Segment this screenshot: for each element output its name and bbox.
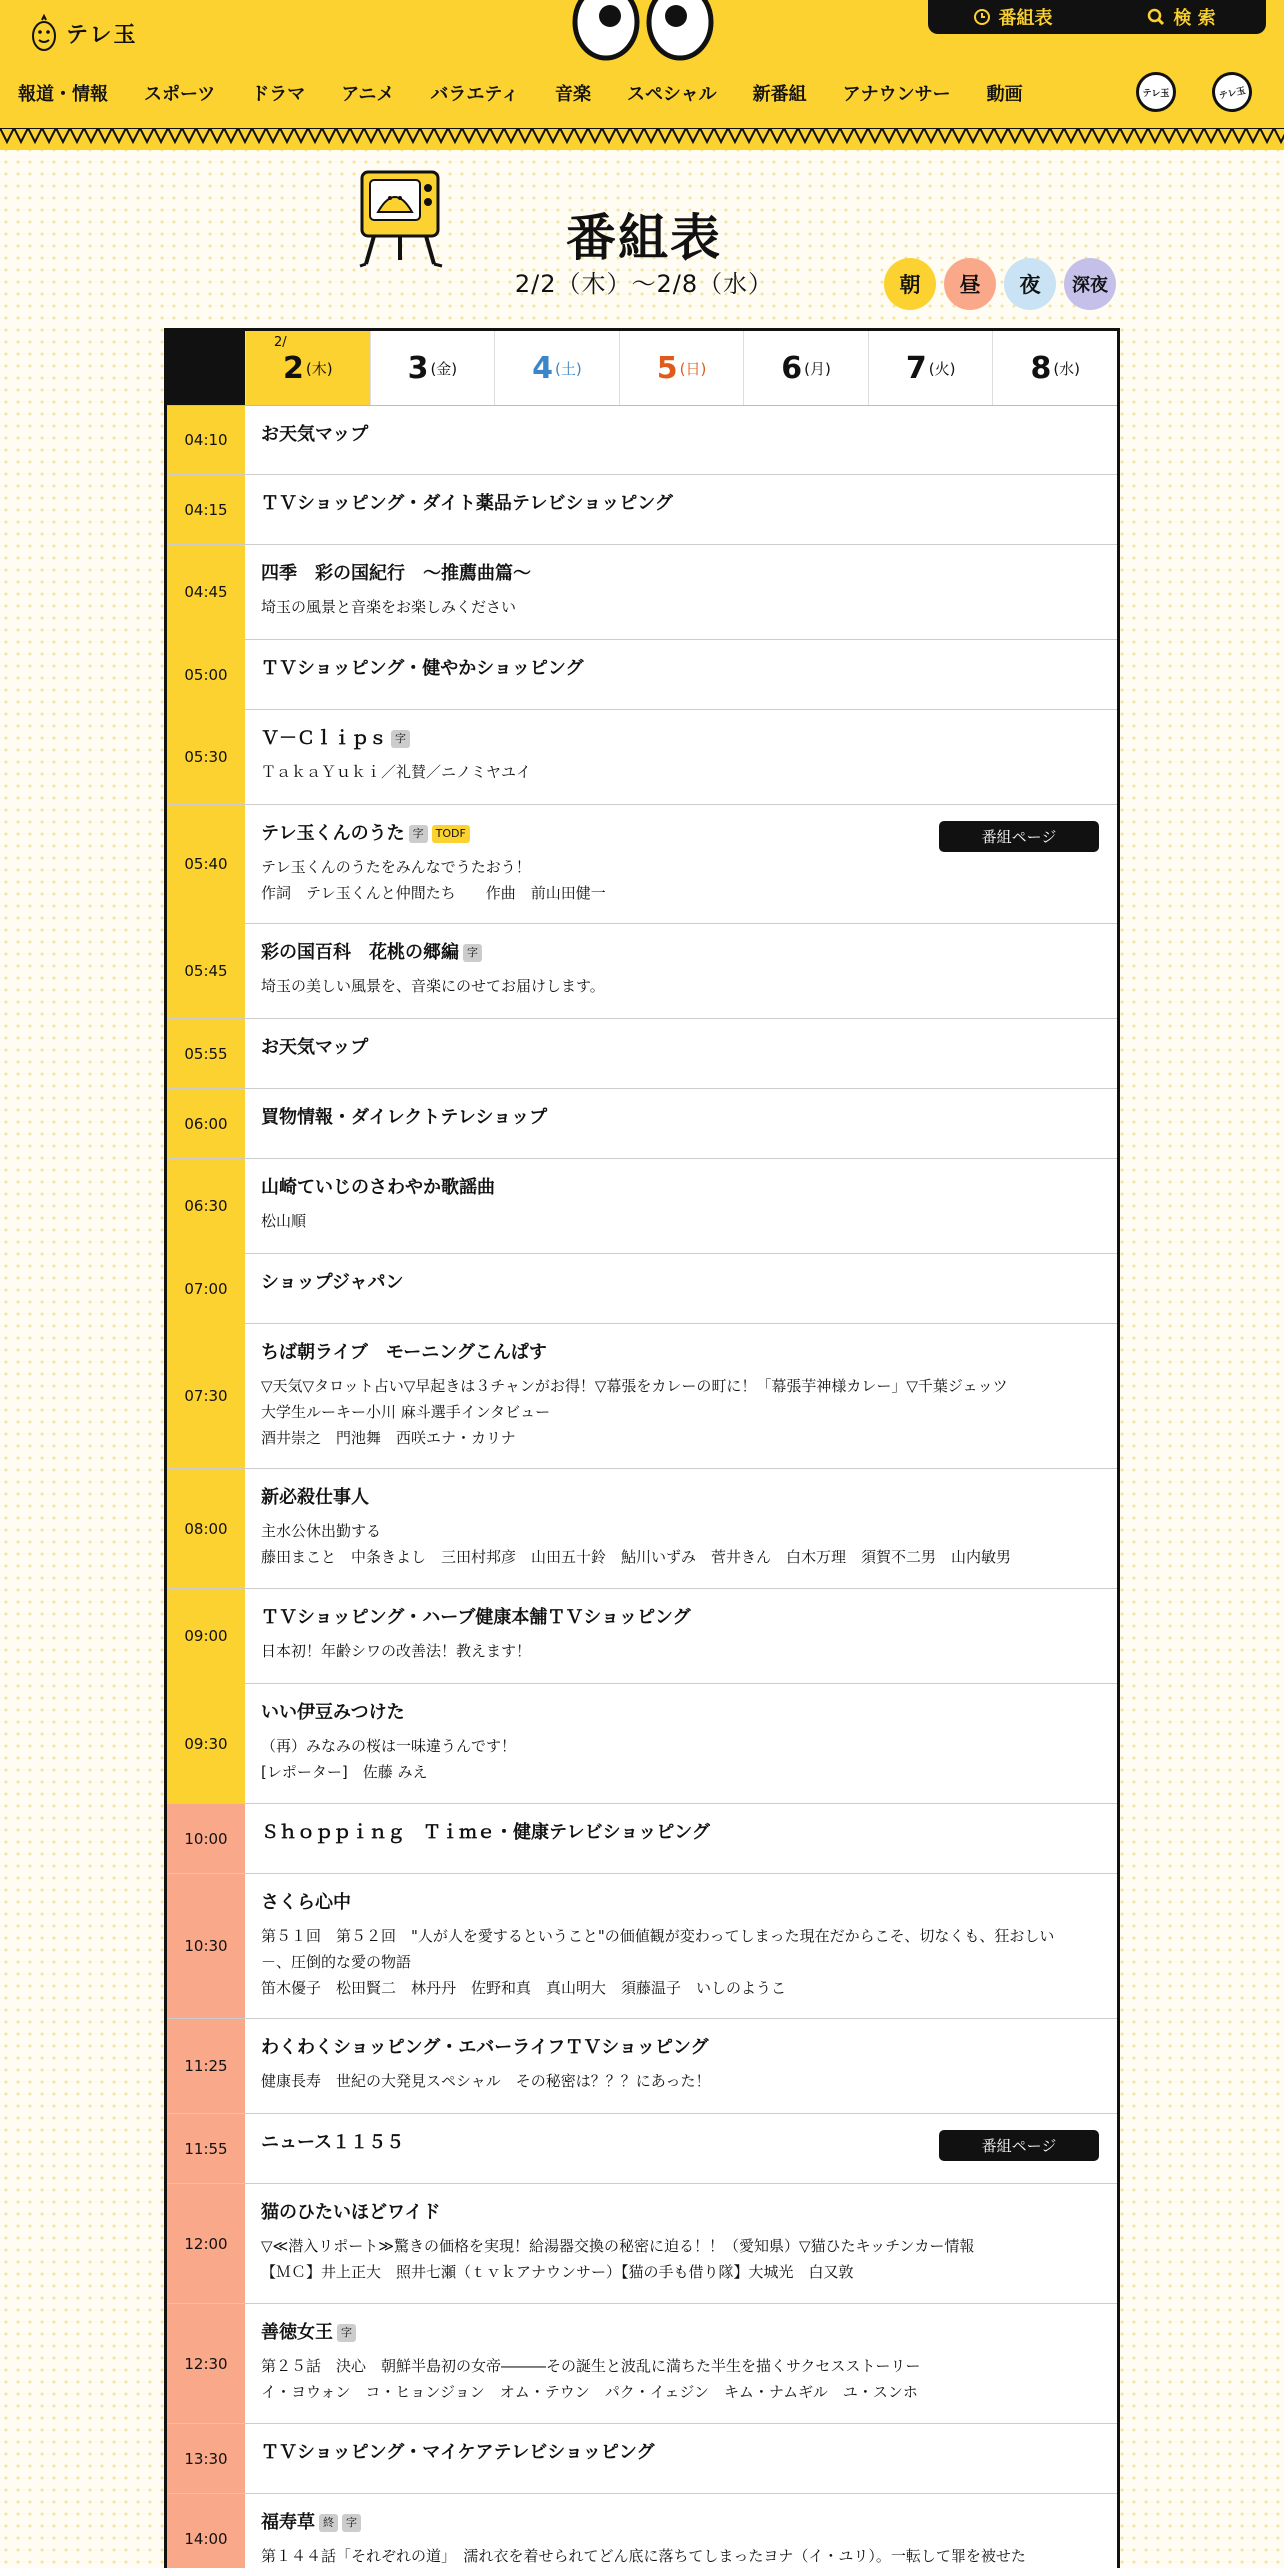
program-title[interactable]: 福寿草 bbox=[261, 2512, 315, 2533]
program-title[interactable]: お天気マップ bbox=[261, 1037, 369, 1058]
program-content bbox=[245, 710, 1117, 804]
program-content bbox=[245, 1019, 1117, 1088]
program-content bbox=[245, 1089, 1117, 1158]
day-number: 6 bbox=[781, 350, 803, 386]
nav-news[interactable]: 報道・情報 bbox=[18, 84, 108, 105]
program-title[interactable]: 彩の国百科 花桃の郷編 bbox=[261, 942, 459, 963]
program-title[interactable]: テレ玉くんのうた bbox=[261, 823, 405, 844]
nav-anime[interactable]: アニメ bbox=[341, 84, 395, 105]
program-title[interactable]: ニュース１１５５ bbox=[261, 2132, 405, 2153]
program-title[interactable]: ＴＶショッピング・健やかショッピング bbox=[261, 658, 584, 679]
program-title-row bbox=[261, 1486, 1101, 1510]
program-content bbox=[245, 545, 1117, 639]
program-title-row bbox=[261, 1821, 1101, 1845]
program-content bbox=[245, 640, 1117, 709]
teretama-chick-icon bbox=[30, 14, 58, 52]
program-row[interactable] bbox=[167, 1019, 1117, 1089]
description-line: ▽天気▽タロット占い▽早起きは３チャンがお得！▽幕張をカレーの町に！「幕張芋神様カレー」▽千葉ジェッツ bbox=[261, 1377, 1008, 1395]
nav-special[interactable]: スペシャル bbox=[626, 84, 717, 105]
program-mark-badge: TODF bbox=[432, 825, 470, 843]
program-title[interactable]: わくわくショッピング・エバーライフＴＶショッピング bbox=[261, 2037, 709, 2058]
program-row[interactable] bbox=[167, 1159, 1117, 1254]
program-row[interactable] bbox=[167, 1804, 1117, 1874]
site-logo[interactable] bbox=[30, 14, 138, 52]
program-time: 10:30 bbox=[167, 1874, 245, 2018]
program-time: 11:55 bbox=[167, 2114, 245, 2183]
program-page-button[interactable]: 番組ページ bbox=[939, 2130, 1099, 2161]
tod-night-button[interactable]: 夜 bbox=[1004, 258, 1056, 310]
program-description bbox=[261, 1923, 1101, 2001]
program-title-row bbox=[261, 2321, 1101, 2345]
program-row[interactable] bbox=[167, 710, 1117, 805]
description-line: 第２５話 決心 朝鮮半島初の女帝―――その誕生と波乱に満ちた半生を描くサクセスストーリー bbox=[261, 2357, 921, 2375]
description-line: －、圧倒的な愛の物語 bbox=[261, 1953, 412, 1971]
program-title-row bbox=[261, 2036, 1101, 2060]
program-time: 12:30 bbox=[167, 2304, 245, 2423]
corner-cell bbox=[167, 331, 245, 405]
clock-icon bbox=[973, 8, 991, 26]
description-line: 第５１回 第５２回 "人が人を愛するということ"の価値観が変わってしまった現在だからこそ、切なくも、狂おしい bbox=[261, 1927, 1055, 1945]
tod-morning-button[interactable]: 朝 bbox=[884, 258, 936, 310]
teretama-mall-icon[interactable] bbox=[1136, 72, 1176, 112]
program-mark-badge: 字 bbox=[391, 730, 410, 748]
program-description bbox=[261, 2543, 1101, 2568]
program-title[interactable]: いい伊豆みつけた bbox=[261, 1702, 405, 1723]
description-line: ▽≪潜入リポート≫驚きの価格を実現！給湯器交換の秘密に迫る！！（愛知県）▽猫ひたキッチンカー情報 bbox=[261, 2237, 975, 2255]
day-tab[interactable] bbox=[245, 331, 370, 405]
site-header bbox=[0, 0, 1284, 150]
search-icon bbox=[1147, 8, 1165, 26]
program-row[interactable] bbox=[167, 2494, 1117, 2568]
program-time: 12:00 bbox=[167, 2184, 245, 2303]
program-time: 04:15 bbox=[167, 475, 245, 544]
program-description bbox=[261, 854, 1101, 906]
program-content bbox=[245, 2424, 1117, 2493]
program-content bbox=[245, 924, 1117, 1018]
program-title[interactable]: 買物情報・ダイレクトテレショップ bbox=[261, 1107, 548, 1128]
program-description bbox=[261, 2233, 1101, 2285]
program-time: 09:30 bbox=[167, 1684, 245, 1803]
description-line: 作詞 テレ玉くんと仲間たち 作曲 前山田健一 bbox=[261, 884, 606, 902]
program-row[interactable] bbox=[167, 2184, 1117, 2304]
program-time: 05:40 bbox=[167, 805, 245, 923]
program-title[interactable]: ＴＶショッピング・ダイト薬品テレビショッピング bbox=[261, 493, 673, 514]
nav-video[interactable]: 動画 bbox=[986, 84, 1023, 105]
program-title[interactable]: ショップジャパン bbox=[261, 1272, 404, 1293]
program-title[interactable]: ＴＶショッピング・マイケアテレビショッピング bbox=[261, 2442, 655, 2463]
program-content bbox=[245, 805, 1117, 923]
description-line: 埼玉の美しい風景を、音楽にのせてお届けします。 bbox=[261, 977, 605, 995]
program-title-row bbox=[261, 1106, 1101, 1130]
day-tab[interactable] bbox=[743, 331, 868, 405]
program-content bbox=[245, 1684, 1117, 1803]
program-title-row bbox=[261, 1891, 1101, 1915]
top-button-bar bbox=[928, 0, 1266, 34]
description-line: [レポーター] 佐藤 みえ bbox=[261, 1763, 428, 1781]
day-tabs bbox=[167, 331, 1117, 406]
page-title: 番組表 bbox=[566, 209, 722, 267]
nav-new-programs[interactable]: 新番組 bbox=[752, 84, 807, 105]
program-title[interactable]: ちば朝ライブ モーニングこんぱす bbox=[261, 1342, 547, 1363]
program-row[interactable] bbox=[167, 2304, 1117, 2424]
description-line: 【ＭＣ】井上正大 照井七瀬（ｔｖｋアナウンサー）【猫の手も借り隊】大城光 白又敦 bbox=[261, 2263, 854, 2281]
program-title-row bbox=[261, 2441, 1101, 2465]
program-title[interactable]: Ｖ－Ｃｌｉｐｓ bbox=[261, 728, 387, 749]
nav-drama[interactable]: ドラマ bbox=[251, 84, 306, 105]
program-title-row bbox=[261, 492, 1101, 516]
program-description bbox=[261, 594, 1101, 620]
day-tab[interactable] bbox=[619, 331, 744, 405]
program-row[interactable] bbox=[167, 1324, 1117, 1469]
description-line: 笛木優子 松田賢二 林丹丹 佐野和真 真山明大 須藤温子 いしのようこ bbox=[261, 1979, 787, 1997]
day-weekday: (水) bbox=[1053, 359, 1081, 378]
program-time: 09:00 bbox=[167, 1589, 245, 1683]
program-time: 05:00 bbox=[167, 640, 245, 709]
program-time: 04:10 bbox=[167, 406, 245, 474]
program-schedule bbox=[164, 328, 1120, 2568]
nav-announcer[interactable]: アナウンサー bbox=[842, 84, 951, 105]
description-line: ＴａｋａＹｕｋｉ／礼賛／ニノミヤユイ bbox=[261, 763, 532, 781]
program-mark-badge: 字 bbox=[337, 2324, 356, 2342]
program-title-row bbox=[261, 423, 1101, 447]
main-nav bbox=[18, 80, 1059, 106]
description-line: 藤田まこと 中条きよし 三田村邦彦 山田五十鈴 鮎川いずみ 菅井きん 白木万理 須賀不二男 山内敏男 bbox=[261, 1548, 1012, 1566]
program-title-row bbox=[261, 727, 1101, 751]
day-number: 8 bbox=[1030, 350, 1052, 386]
day-number: 4 bbox=[532, 350, 554, 386]
program-time: 05:30 bbox=[167, 710, 245, 804]
program-row[interactable] bbox=[167, 1874, 1117, 2019]
program-title[interactable]: 四季 彩の国紀行 ～推薦曲篇～ bbox=[261, 563, 531, 584]
program-title-row bbox=[261, 1701, 1101, 1725]
program-description bbox=[261, 973, 1101, 999]
day-tab[interactable] bbox=[494, 331, 619, 405]
program-mark-badge: 字 bbox=[463, 944, 482, 962]
day-weekday: (火) bbox=[928, 359, 956, 378]
program-title[interactable]: お天気マップ bbox=[261, 424, 369, 445]
search-button[interactable] bbox=[1097, 0, 1266, 34]
header-zigzag-edge bbox=[0, 128, 1284, 150]
tv-mascot-icon bbox=[352, 168, 462, 268]
program-content bbox=[245, 1469, 1117, 1588]
program-row[interactable] bbox=[167, 2019, 1117, 2114]
program-row[interactable] bbox=[167, 545, 1117, 640]
program-title[interactable]: 山崎ていじのさわやか歌謡曲 bbox=[261, 1177, 495, 1198]
program-time: 08:00 bbox=[167, 1469, 245, 1588]
program-description bbox=[261, 1518, 1101, 1570]
program-description bbox=[261, 2068, 1101, 2094]
program-row[interactable] bbox=[167, 1589, 1117, 1684]
program-title-row bbox=[261, 562, 1101, 586]
day-weekday: (月) bbox=[804, 359, 831, 378]
mascot-eyes-icon bbox=[568, 0, 718, 62]
nav-variety[interactable]: バラエティ bbox=[430, 84, 519, 105]
program-row[interactable] bbox=[167, 640, 1117, 710]
description-line: テレ玉くんのうたをみんなでうたおう！ bbox=[261, 858, 531, 876]
program-mark-badge: 字 bbox=[409, 825, 428, 843]
program-description bbox=[261, 1638, 1101, 1664]
program-time: 04:45 bbox=[167, 545, 245, 639]
program-description bbox=[261, 1208, 1101, 1234]
program-content bbox=[245, 2184, 1117, 2303]
program-content bbox=[245, 1159, 1117, 1253]
program-title[interactable]: Ｓｈｏｐｐｉｎｇ Ｔｉｍｅ・健康テレビショッピング bbox=[261, 1822, 710, 1843]
program-time: 07:30 bbox=[167, 1324, 245, 1468]
program-title-row bbox=[261, 1606, 1101, 1630]
day-number: 5 bbox=[656, 350, 678, 386]
program-row[interactable] bbox=[167, 805, 1117, 924]
program-title[interactable]: 善徳女王 bbox=[261, 2322, 333, 2343]
nav-icon-label: テレ玉 bbox=[1218, 85, 1247, 102]
program-content bbox=[245, 2304, 1117, 2423]
program-content bbox=[245, 1874, 1117, 2018]
tod-latenight-button[interactable]: 深夜 bbox=[1064, 258, 1116, 310]
day-tab[interactable] bbox=[868, 331, 993, 405]
program-description bbox=[261, 759, 1101, 785]
tod-noon-button[interactable]: 昼 bbox=[944, 258, 996, 310]
schedule-button-label: 番組表 bbox=[998, 8, 1053, 29]
program-row[interactable] bbox=[167, 406, 1117, 475]
program-content bbox=[245, 406, 1117, 474]
nav-icon-label: テレ玉 bbox=[1142, 88, 1170, 99]
program-row[interactable] bbox=[167, 1089, 1117, 1159]
day-weekday: (日) bbox=[679, 359, 707, 378]
day-weekday: (土) bbox=[555, 359, 582, 378]
program-title[interactable]: ＴＶショッピング・ハーブ健康本舗ＴＶショッピング bbox=[261, 1607, 691, 1628]
program-content bbox=[245, 1804, 1117, 1873]
program-row[interactable] bbox=[167, 924, 1117, 1019]
program-time: 05:45 bbox=[167, 924, 245, 1018]
program-row[interactable] bbox=[167, 475, 1117, 545]
program-title-row bbox=[261, 2511, 1101, 2535]
date-range: 2/2（木）〜2/8（水） bbox=[514, 270, 774, 298]
program-row[interactable] bbox=[167, 2114, 1117, 2184]
program-content bbox=[245, 475, 1117, 544]
program-content bbox=[245, 2494, 1117, 2568]
description-line: 大学生ルーキー小川 麻斗選手インタビュー bbox=[261, 1403, 551, 1421]
day-number: 3 bbox=[407, 350, 429, 386]
program-description bbox=[261, 2353, 1101, 2405]
nav-sports[interactable]: スポーツ bbox=[144, 84, 216, 105]
program-content bbox=[245, 1324, 1117, 1468]
schedule-button[interactable] bbox=[928, 0, 1097, 34]
program-content bbox=[245, 1589, 1117, 1683]
program-row[interactable] bbox=[167, 1684, 1117, 1804]
description-line: 健康長寿 世紀の大発見スペシャル その秘密は？？？にあった！ bbox=[261, 2072, 711, 2090]
day-weekday: (金) bbox=[430, 359, 458, 378]
program-content bbox=[245, 1254, 1117, 1323]
program-title-row bbox=[261, 657, 1101, 681]
program-mark-badge: 字 bbox=[342, 2514, 361, 2532]
day-tab[interactable] bbox=[992, 331, 1117, 405]
nav-music[interactable]: 音楽 bbox=[554, 84, 591, 105]
description-line: （再）みなみの桜は一味違うんです！ bbox=[261, 1737, 517, 1755]
search-button-label: 検 索 bbox=[1173, 8, 1216, 29]
program-description bbox=[261, 1733, 1101, 1785]
program-title-row bbox=[261, 1341, 1101, 1365]
program-page-button[interactable]: 番組ページ bbox=[939, 821, 1099, 852]
description-line: 日本初！年齢シワの改善法！教えます！ bbox=[261, 1642, 532, 1660]
description-line: イ・ヨウォン コ・ヒョンジョン オム・テウン パク・イェジン キム・ナムギル ユ・スンホ bbox=[261, 2383, 918, 2401]
program-title-row bbox=[261, 1271, 1101, 1295]
day-number: 7 bbox=[905, 350, 927, 386]
day-weekday: (木) bbox=[305, 359, 333, 378]
program-list bbox=[167, 406, 1117, 2568]
program-time: 14:00 bbox=[167, 2494, 245, 2568]
program-time: 13:30 bbox=[167, 2424, 245, 2493]
program-title-row bbox=[261, 1176, 1101, 1200]
program-time: 11:25 bbox=[167, 2019, 245, 2113]
program-time: 06:00 bbox=[167, 1089, 245, 1158]
program-description bbox=[261, 1373, 1101, 1451]
description-line: 主水公休出勤する bbox=[261, 1522, 382, 1540]
program-content bbox=[245, 2114, 1117, 2183]
program-content bbox=[245, 2019, 1117, 2113]
program-time: 07:00 bbox=[167, 1254, 245, 1323]
program-row[interactable] bbox=[167, 1254, 1117, 1324]
program-title[interactable]: 新必殺仕事人 bbox=[261, 1487, 369, 1508]
logo-text: テレ玉 bbox=[66, 22, 138, 48]
program-time: 06:30 bbox=[167, 1159, 245, 1253]
program-row[interactable] bbox=[167, 2424, 1117, 2494]
day-month: 2/ bbox=[274, 335, 287, 350]
program-title-row bbox=[261, 941, 1101, 965]
program-title[interactable]: さくら心中 bbox=[261, 1892, 351, 1913]
description-line: 松山順 bbox=[261, 1212, 307, 1230]
description-line: 埼玉の風景と音楽をお楽しみください bbox=[261, 598, 517, 616]
day-tab[interactable] bbox=[370, 331, 495, 405]
program-title-row bbox=[261, 2201, 1101, 2225]
program-mark-badge: 終 bbox=[319, 2514, 338, 2532]
program-title[interactable]: 猫のひたいほどワイド bbox=[261, 2202, 441, 2223]
program-title-row bbox=[261, 1036, 1101, 1060]
day-number: 2 bbox=[282, 350, 304, 386]
program-time: 05:55 bbox=[167, 1019, 245, 1088]
teretama-app-icon[interactable] bbox=[1208, 68, 1255, 115]
description-line: 酒井崇之 門池舞 西咲エナ・カリナ bbox=[261, 1429, 516, 1447]
description-line: 第１４４話「それぞれの道」 濡れ衣を着せられてどん底に落ちてしまったヨナ（イ・ユリ）。一転して罪を被せた bbox=[261, 2547, 1026, 2565]
program-time: 10:00 bbox=[167, 1804, 245, 1873]
program-row[interactable] bbox=[167, 1469, 1117, 1589]
